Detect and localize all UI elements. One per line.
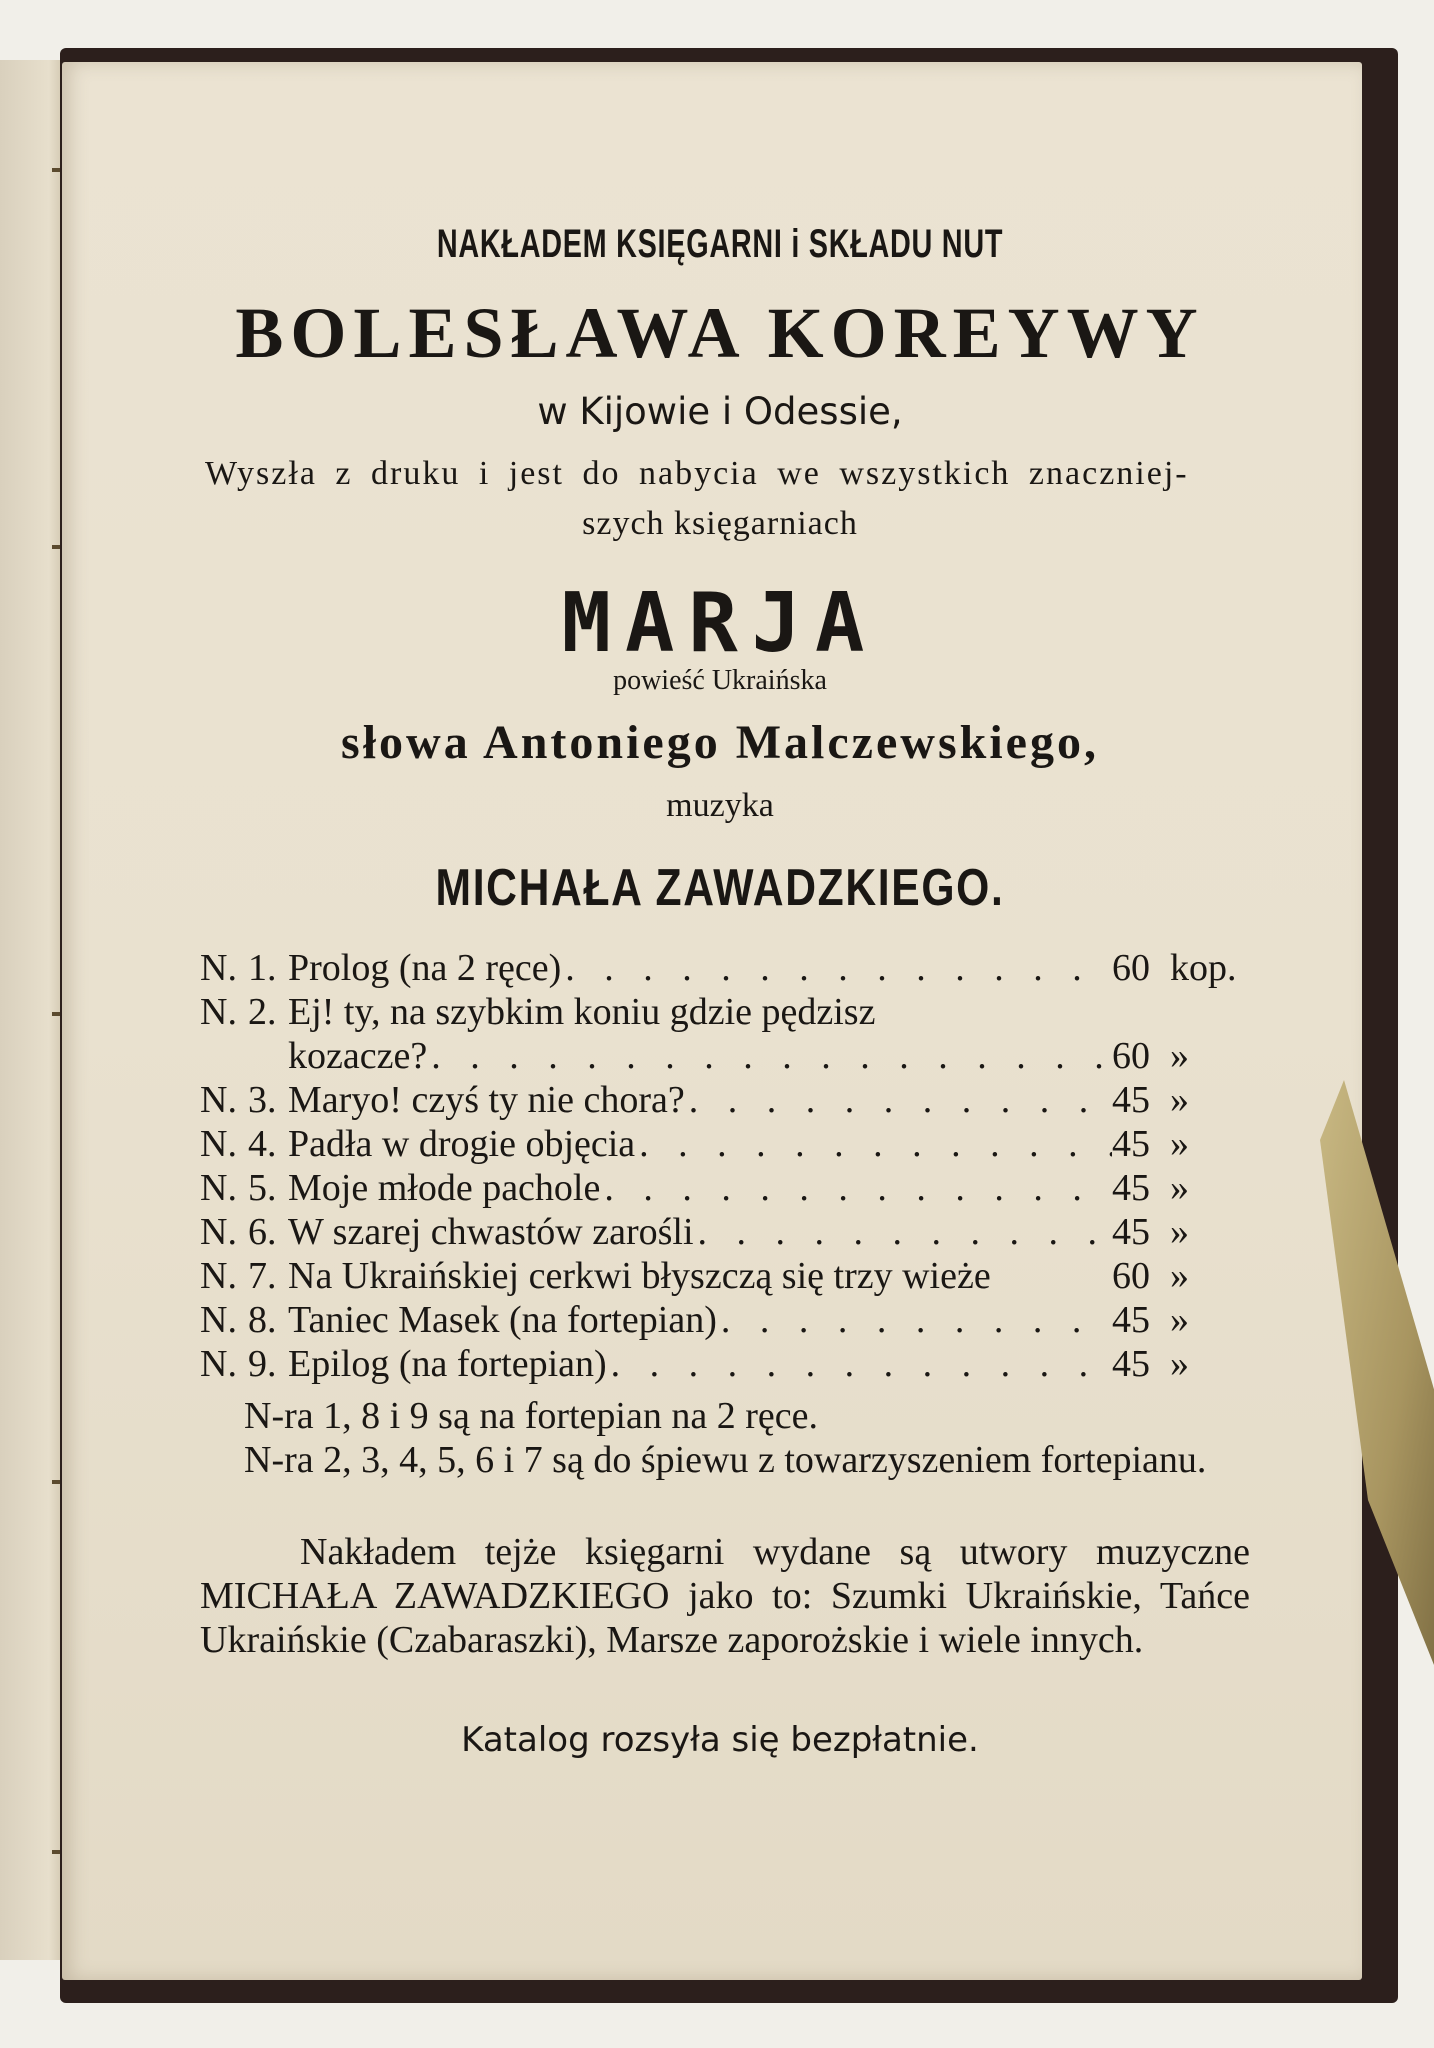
song-price: 45 [1112, 1211, 1150, 1253]
list-item [200, 1342, 1250, 1386]
intro-line-2: szych księgarniach [582, 505, 858, 542]
song-title: Prolog (na 2 ręce) [288, 947, 562, 989]
song-price: 60 [1112, 1035, 1150, 1077]
song-title-continued: kozacze? [288, 1035, 428, 1077]
song-number-prefix: N. [200, 1167, 237, 1209]
song-unit: » [1170, 1035, 1189, 1077]
song-unit: » [1170, 1299, 1189, 1341]
leader-dots [565, 946, 1112, 990]
song-index: 8. [248, 1299, 277, 1341]
list-item [200, 1210, 1250, 1254]
song-index: 7. [248, 1255, 277, 1297]
song-price: 45 [1112, 1343, 1150, 1385]
song-index: 3. [248, 1079, 277, 1121]
publisher-line: NAKŁADEM KSIĘGARNI i SKŁADU NUT [436, 222, 1004, 266]
work-genre: powieść Ukraińska [613, 665, 827, 696]
song-title: Moje młode pachole [288, 1167, 601, 1209]
song-unit: » [1170, 1343, 1189, 1385]
leader-dots [721, 1298, 1112, 1342]
leader-dots [698, 1210, 1112, 1254]
song-number-prefix: N. [200, 1255, 237, 1297]
song-price: 45 [1112, 1299, 1150, 1341]
intro-line-1: Wyszła z druku i jest do nabycia we wszystkich znaczniej- [205, 455, 1189, 492]
song-unit: » [1170, 1079, 1189, 1121]
song-list [200, 946, 1250, 1386]
leader-dots [639, 1122, 1112, 1166]
song-title: Na Ukraińskiej cerkwi błyszczą się trzy wieże [288, 1255, 991, 1297]
song-number-prefix: N. [200, 1079, 237, 1121]
list-item [200, 1078, 1250, 1122]
composer-name: MICHAŁA ZAWADZKIEGO. [435, 859, 1005, 917]
leader-dots [604, 1166, 1112, 1210]
voice-note: N-ra 2, 3, 4, 5, 6 i 7 są do śpiewu z towarzyszeniem fortepianu. [244, 1439, 1207, 1481]
lyricist-line: słowa Antoniego Malczewskiego, [341, 716, 1099, 769]
list-item [200, 946, 1250, 990]
song-price: 45 [1112, 1167, 1150, 1209]
song-index: 6. [248, 1211, 277, 1253]
song-title: Maryo! czyś ty nie chora? [288, 1079, 685, 1121]
song-number-prefix: N. [200, 947, 237, 989]
song-index: 4. [248, 1123, 277, 1165]
song-index: 5. [248, 1167, 277, 1209]
leader-dots [611, 1342, 1112, 1386]
list-item [200, 1298, 1250, 1342]
song-unit: kop. [1170, 947, 1237, 989]
list-item [200, 1122, 1250, 1166]
song-title: Padła w drogie objęcia [288, 1123, 636, 1165]
song-unit: » [1170, 1211, 1189, 1253]
song-number-prefix: N. [200, 1343, 237, 1385]
song-number-prefix: N. [200, 1299, 237, 1341]
list-item [200, 1254, 1250, 1298]
song-index: 1. [248, 947, 277, 989]
song-index: 2. [248, 991, 277, 1033]
list-item [200, 990, 1250, 1034]
song-number-prefix: N. [200, 1211, 237, 1253]
leader-dots [689, 1078, 1112, 1122]
song-price: 60 [1112, 947, 1150, 989]
song-title: W szarej chwastów zarośli [288, 1211, 694, 1253]
city-line: w Kijowie i Odessie, [537, 390, 903, 433]
leader-dots [431, 1034, 1112, 1078]
song-number-prefix: N. [200, 1123, 237, 1165]
song-unit: » [1170, 1255, 1189, 1297]
work-title: MARJA [561, 576, 879, 671]
list-item-continuation [200, 1034, 1250, 1078]
piano-note: N-ra 1, 8 i 9 są na fortepian na 2 ręce. [244, 1395, 818, 1437]
song-price: 45 [1112, 1079, 1150, 1121]
publisher-name: BOLESŁAWA KOREYWY [235, 293, 1205, 373]
catalog-note: Katalog rozsyła się bezpłatnie. [461, 1720, 979, 1760]
song-index: 9. [248, 1343, 277, 1385]
song-title: Epilog (na fortepian) [288, 1343, 607, 1385]
song-price: 45 [1112, 1123, 1150, 1165]
song-number-prefix: N. [200, 991, 237, 1033]
song-price: 60 [1112, 1255, 1150, 1297]
other-works-note: Nakładem tejże księgarni wydane są utwory muzyczne MICHAŁA ZAWADZKIEGO jako to: Szumki Ukraińskie, Tańce Ukraińskie (Czabaraszki), Marsze zaporożskie i wiele innych. [200, 1531, 1250, 1661]
music-label: muzyka [666, 787, 774, 824]
song-title: Ej! ty, na szybkim koniu gdzie pędzisz [288, 991, 876, 1033]
list-item [200, 1166, 1250, 1210]
song-unit: » [1170, 1123, 1189, 1165]
song-unit: » [1170, 1167, 1189, 1209]
song-title: Taniec Masek (na fortepian) [288, 1299, 717, 1341]
